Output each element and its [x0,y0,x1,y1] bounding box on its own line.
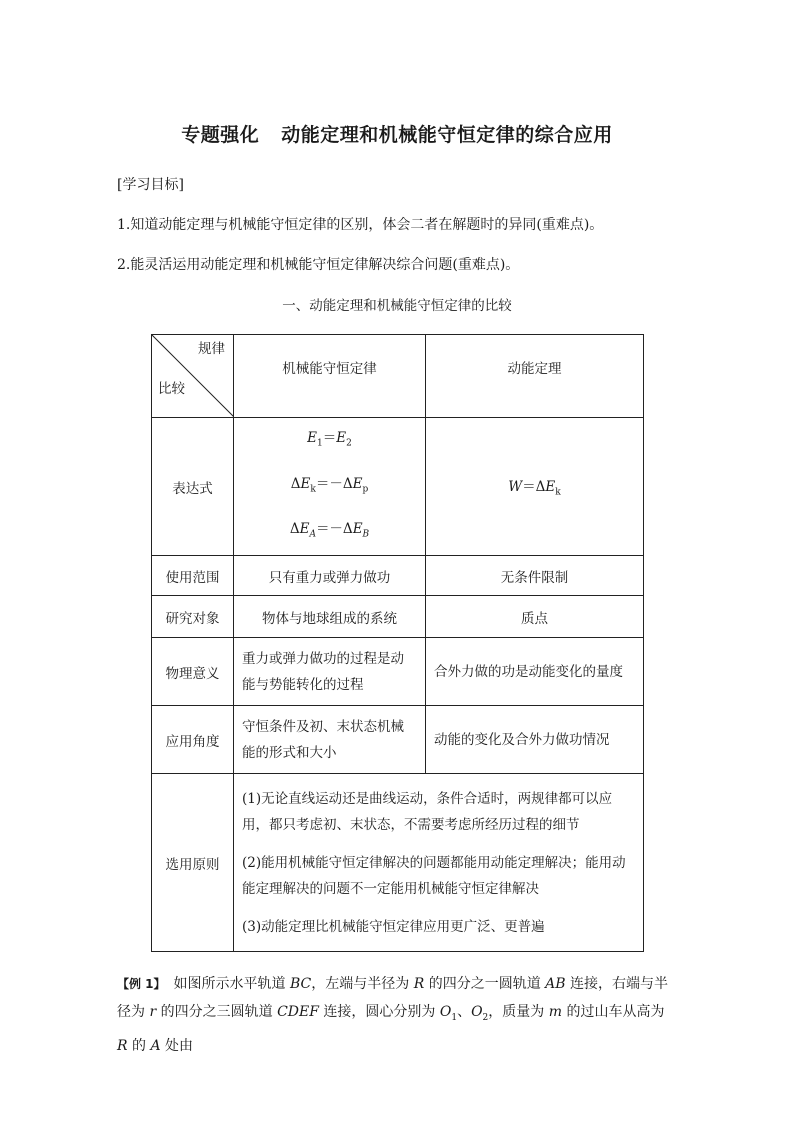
objective-item-1: 1.知道动能定理与机械能守恒定律的区别，体会二者在解题时的异同(重难点)。 [117,217,604,233]
row-label-scope: 使用范围 [152,556,234,596]
table-row [152,418,644,556]
page-title [0,120,794,147]
formula-delta-ea-eb: $\Delta E_A=-\Delta E_B$ [289,521,370,541]
objective-item-2: 2.能灵活运用动能定理和机械能守恒定律解决综合问题(重难点)。 [117,257,520,273]
expression-theorem: $W=\Delta E_k$ [426,418,644,556]
object-conservation: 物体与地球组成的系统 [234,596,426,638]
meaning-theorem: 合外力做的功是动能变化的量度 [426,638,644,706]
selection-item-3: (3)动能定理比机械能守恒定律应用更广泛、更普遍 [242,918,545,935]
selection-principles [234,774,644,952]
selection-item-1: (1)无论直线运动还是曲线运动，条件合适时，两规律都可以应用，都只考虑初、末状态，不需要考虑所经历过程的细节 [242,790,613,833]
diag-bottom-label: 比较 [158,381,185,397]
scope-theorem: 无条件限制 [426,556,644,596]
example-paragraph: 【例 1】 如图所示水平轨道 BC，左端与半径为 R 的四分之一圆轨道 AB 连接，右端与半径为 r 的四分之三圆轨道 CDEF 连接，圆心分别为 $O_1$、$O_2$，质量为 m 的过山车从高为 R 的 A 处由 [117,976,669,1054]
table-header-row [152,335,644,418]
table-row [152,556,644,596]
selection-item-2: (2)能用机械能守恒定律解决的问题都能用动能定理解决；能用动能定理解决的问题不一定能用机械能守恒定律解决 [242,854,626,897]
formula-delta-ek-ep: $\Delta E_k=-\Delta E_p$ [290,475,369,495]
diag-top-label: 规律 [198,341,225,357]
col-header-theorem: 动能定理 [426,335,644,418]
row-label-expression: 表达式 [152,418,234,556]
comparison-table [151,334,644,952]
col-header-conservation: 机械能守恒定律 [234,335,426,418]
row-label-selection: 选用原则 [152,774,234,952]
row-label-meaning: 物理意义 [152,638,234,706]
table-row [152,596,644,638]
diagonal-header-cell [152,335,234,418]
objectives-heading: [学习目标] [117,177,184,193]
title-part-2: 动能定理和机械能守恒定律的综合应用 [281,124,613,146]
scope-conservation: 只有重力或弹力做功 [234,556,426,596]
table-row [152,638,644,706]
section-title: 一、动能定理和机械能守恒定律的比较 [282,298,512,314]
angle-theorem: 动能的变化及合外力做功情况 [426,706,644,774]
row-label-object: 研究对象 [152,596,234,638]
row-label-angle: 应用角度 [152,706,234,774]
angle-conservation: 守恒条件及初、末状态机械能的形式和大小 [234,706,426,774]
expression-conservation [234,418,426,556]
formula-energy-equal: $E_1=E_2$ [307,430,352,449]
example-tag: 【例 1】 [117,977,166,991]
object-theorem: 质点 [426,596,644,638]
title-part-1: 专题强化 [181,124,260,146]
table-row [152,706,644,774]
table-row [152,774,644,952]
meaning-conservation: 重力或弹力做功的过程是动能与势能转化的过程 [234,638,426,706]
